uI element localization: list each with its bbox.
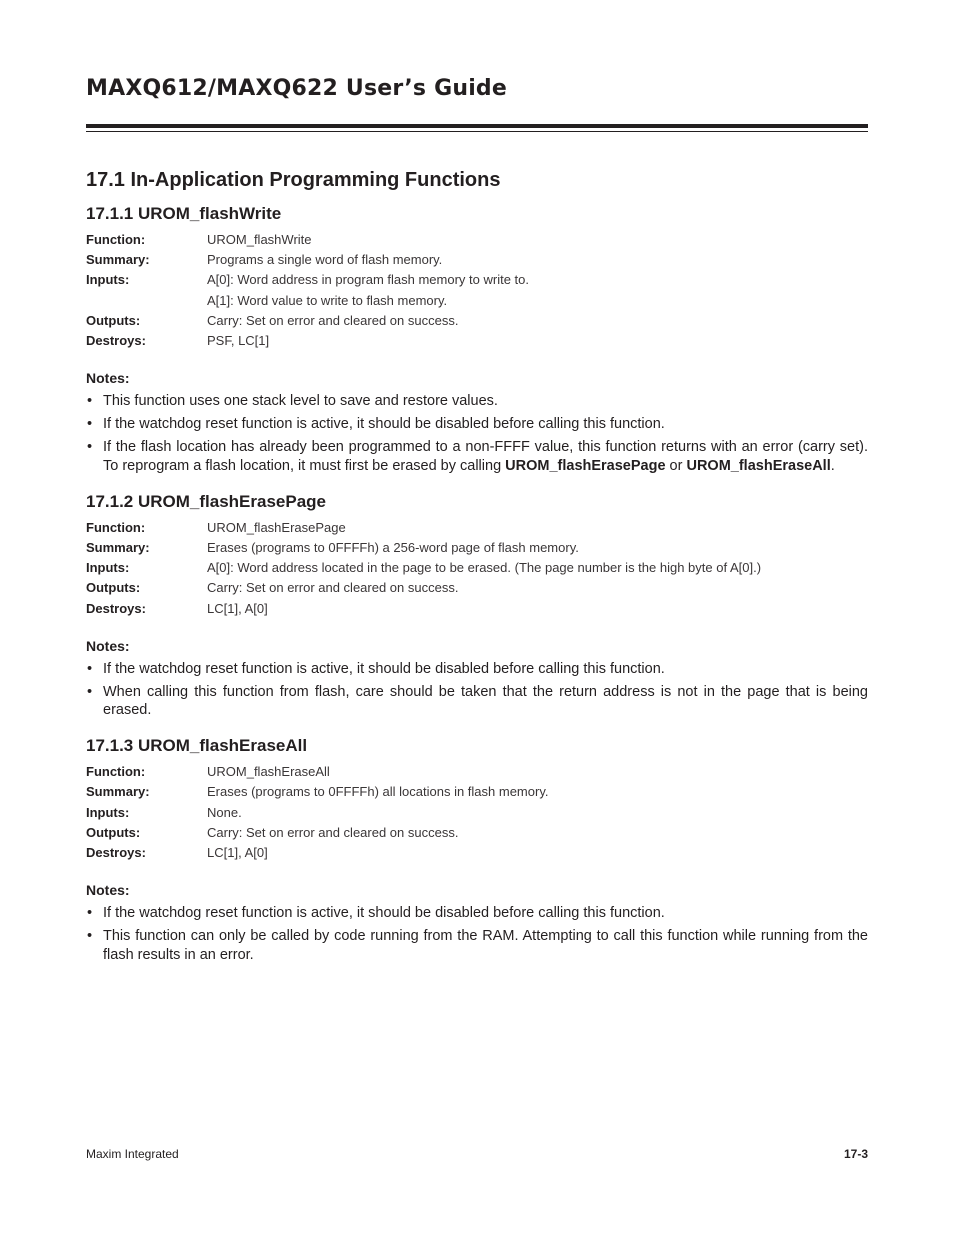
inputs-value: A[0]: Word address in program flash memory to write to. bbox=[207, 272, 529, 288]
definition-table-flash-erase-all bbox=[86, 762, 868, 863]
note-text: This function can only be called by code running from the RAM. Attempting to call this function while running from the flash results in an error. bbox=[103, 928, 868, 963]
header-rule-thin bbox=[86, 131, 868, 132]
inputs-value: A[0]: Word address located in the page to be erased. (The page number is the high byte of A[0].) bbox=[207, 560, 762, 576]
destroys-value: LC[1], A[0] bbox=[207, 600, 268, 616]
inputs-label: Inputs: bbox=[86, 560, 130, 576]
page-content bbox=[86, 166, 868, 969]
spacer bbox=[86, 724, 868, 734]
note-text: If the watchdog reset function is active, it should be disabled before calling this function. bbox=[103, 905, 665, 922]
outputs-value: Carry: Set on error and cleared on success. bbox=[207, 580, 459, 596]
note-item bbox=[86, 392, 868, 411]
inputs-value: None. bbox=[207, 804, 242, 820]
notes-list-flash-erase-page bbox=[86, 660, 868, 720]
summary-label: Summary: bbox=[86, 784, 150, 800]
notes-label: Notes: bbox=[86, 370, 130, 387]
summary-value: Programs a single word of flash memory. bbox=[207, 252, 443, 268]
bullet-icon: • bbox=[87, 928, 93, 945]
section-heading: 17.1 In-Application Programming Functions bbox=[86, 169, 501, 191]
notes-list-flash-erase-all bbox=[86, 904, 868, 964]
function-reference: UROM_flashErasePage bbox=[505, 457, 666, 474]
document-title: MAXQ612/MAXQ622 User’s Guide bbox=[86, 76, 508, 101]
note-item bbox=[86, 660, 868, 679]
inputs-label: Inputs: bbox=[86, 804, 130, 820]
note-text: or bbox=[665, 457, 687, 474]
note-item bbox=[86, 415, 868, 434]
header-rule-thick bbox=[86, 124, 868, 128]
function-value: UROM_flashErasePage bbox=[207, 519, 346, 535]
note-text: When calling this function from flash, care should be taken that the return address is not in the page that is being erased. bbox=[103, 683, 868, 719]
summary-label: Summary: bbox=[86, 252, 150, 268]
function-label: Function: bbox=[86, 519, 146, 535]
note-text: . bbox=[830, 457, 835, 474]
inputs-label-spacer bbox=[86, 291, 207, 311]
note-text: If the watchdog reset function is active, it should be disabled before calling this function. bbox=[103, 660, 665, 677]
outputs-value: Carry: Set on error and cleared on success. bbox=[207, 824, 459, 840]
subsection-heading-flash-erase-page: 17.1.2 UROM_flashErasePage bbox=[86, 491, 327, 511]
destroys-value: PSF, LC[1] bbox=[207, 333, 270, 349]
outputs-label: Outputs: bbox=[86, 580, 141, 596]
destroys-value: LC[1], A[0] bbox=[207, 845, 268, 861]
note-item bbox=[86, 438, 868, 475]
destroys-label: Destroys: bbox=[86, 333, 146, 349]
note-item bbox=[86, 683, 868, 720]
note-item bbox=[86, 927, 868, 964]
summary-value: Erases (programs to 0FFFFh) a 256-word page of flash memory. bbox=[207, 539, 579, 555]
outputs-value: Carry: Set on error and cleared on success. bbox=[207, 312, 459, 328]
function-label: Function: bbox=[86, 764, 146, 780]
notes-list-flash-write bbox=[86, 392, 868, 475]
summary-value: Erases (programs to 0FFFFh) all locations in flash memory. bbox=[207, 784, 549, 800]
destroys-label: Destroys: bbox=[86, 600, 146, 616]
outputs-label: Outputs: bbox=[86, 312, 141, 328]
bullet-icon: • bbox=[87, 660, 93, 677]
notes-label: Notes: bbox=[86, 637, 130, 654]
note-text: If the flash location has already been programmed to a non-FFFF value, this function returns with an error (carry set). To reprogram a flash location, it must first be erased by calling bbox=[103, 439, 868, 474]
outputs-label: Outputs: bbox=[86, 824, 141, 840]
note-text: This function uses one stack level to save and restore values. bbox=[103, 393, 498, 410]
subsection-heading-flash-write: 17.1.1 UROM_flashWrite bbox=[86, 204, 282, 223]
bullet-icon: • bbox=[87, 416, 93, 433]
function-value: UROM_flashEraseAll bbox=[207, 764, 330, 780]
footer-company: Maxim Integrated bbox=[86, 1147, 179, 1161]
bullet-icon: • bbox=[87, 905, 93, 922]
subsection-heading-flash-erase-all: 17.1.3 UROM_flashEraseAll bbox=[86, 736, 308, 756]
destroys-label: Destroys: bbox=[86, 845, 146, 861]
notes-label: Notes: bbox=[86, 882, 130, 899]
function-label: Function: bbox=[86, 232, 146, 247]
inputs-value: A[1]: Word value to write to flash memory. bbox=[207, 292, 448, 308]
definition-table-flash-erase-page bbox=[86, 518, 868, 619]
summary-label: Summary: bbox=[86, 539, 150, 555]
bullet-icon: • bbox=[87, 393, 93, 410]
function-value: UROM_flashWrite bbox=[207, 232, 312, 247]
inputs-label: Inputs: bbox=[86, 272, 130, 288]
spacer bbox=[86, 480, 868, 490]
note-text: If the watchdog reset function is active, it should be disabled before calling this function. bbox=[103, 416, 665, 433]
function-reference: UROM_flashEraseAll bbox=[686, 457, 831, 474]
note-item bbox=[86, 904, 868, 923]
bullet-icon: • bbox=[87, 683, 93, 700]
footer-page-number: 17-3 bbox=[843, 1147, 868, 1161]
definition-table-flash-write bbox=[86, 230, 868, 351]
bullet-icon: • bbox=[87, 439, 93, 456]
